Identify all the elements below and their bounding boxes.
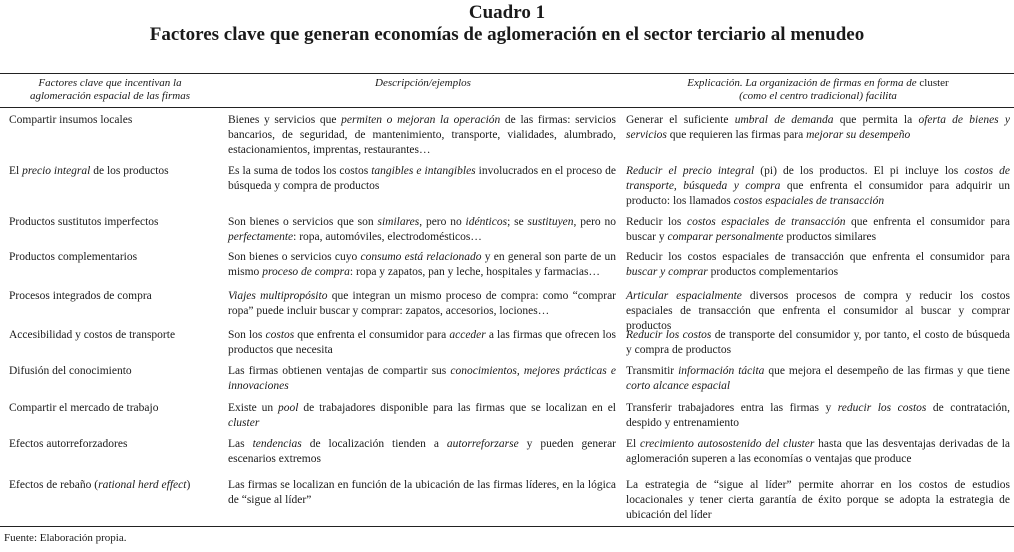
row-explanation: Reducir el precio integral (pi) de los productos. El pi incluye los costos de transporte, búsqueda y compra que enfrenta el consumidor para adquirir un producto: los llamados costos espaciales de transacción [626, 165, 1011, 207]
row-factor: El precio integral de los productos [9, 165, 169, 177]
row-description: Son bienes o servicios que son similares, pero no idénticos; se sustituyen, pero no perfectamente: ropa, automóviles, electrodomésticos… [228, 216, 617, 243]
row-description: Es la suma de todos los costos tangibles e intangibles involucrados en el proceso de búsqueda y compra de productos [228, 165, 616, 192]
table-header-rule [0, 107, 1014, 108]
column-header-description: Descripción/ejemplos [375, 77, 471, 89]
row-description: Viajes multipropósito que integran un mismo proceso de compra: como “comprar ropa” puede incluir buscar y comprar: zapatos, accesorios, lociones… [228, 290, 617, 317]
row-factor: Difusión del conocimiento [9, 365, 132, 377]
row-explanation: Generar el suficiente umbral de demanda que permita la oferta de bienes y servicios que requieren las firmas para mejorar su desempeño [626, 114, 1010, 141]
row-factor: Compartir insumos locales [9, 114, 133, 126]
row-explanation: Transmitir información tácita que mejora el desempeño de las firmas y que tiene corto alcance espacial [626, 365, 1010, 392]
table-source-note: Fuente: Elaboración propia. [4, 532, 127, 544]
row-factor: Productos sustitutos imperfectos [9, 216, 159, 228]
row-factor: Compartir el mercado de trabajo [9, 402, 159, 414]
row-explanation: La estrategia de “sigue al líder” permite ahorrar en los costos de estudios locacionales y tener cierta garantía de éxito porque se adopta la estrategia de ubicación del líder [626, 479, 1010, 521]
row-factor: Efectos de rebaño (rational herd effect) [9, 479, 191, 491]
row-description: Bienes y servicios que permiten o mejoran la operación de las firmas: servicios bancarios, de seguridad, de mantenimiento, transporte, vialidades, alumbrado, estacionamientos, imprentas, restaurantes… [228, 114, 616, 156]
row-explanation: Reducir los costos de transporte del consumidor y, por tanto, el costo de búsqueda y compra de productos [626, 329, 1010, 356]
table-bottom-rule [0, 526, 1014, 527]
row-description: Son los costos que enfrenta el consumidor para acceder a las firmas que ofrecen los productos que necesita [228, 329, 616, 356]
row-factor: Efectos autorreforzadores [9, 438, 128, 450]
column-header-explanation: Explicación. La organización de firmas en forma de cluster (como el centro tradicional) facilita [687, 77, 949, 102]
table-caption-title: Factores clave que generan economías de aglomeración en el sector terciario al menudeo [149, 24, 865, 45]
table-caption-label: Cuadro 1 [468, 2, 546, 23]
row-description: Las tendencias de localización tienden a autorreforzarse y pueden generar escenarios extremos [228, 438, 617, 465]
row-factor: Procesos integrados de compra [9, 290, 152, 302]
row-explanation: Reducir los costos espaciales de transacción que enfrenta el consumidor para buscar y comprar productos complementarios [626, 251, 1010, 278]
row-explanation: Reducir los costos espaciales de transacción que enfrenta el consumidor para buscar y comparar personalmente productos similares [626, 216, 1010, 243]
row-description: Son bienes o servicios cuyo consumo está relacionado y en general son parte de un mismo proceso de compra: ropa y zapatos, pan y leche, hospitales y farmacias… [228, 251, 616, 278]
row-explanation: Transferir trabajadores entra las firmas y reducir los costos de contratación, despido y entrenamiento [626, 402, 1010, 429]
table-top-rule [0, 73, 1014, 74]
row-explanation: El crecimiento autosostenido del cluster hasta que las desventajas derivadas de la aglomeración superen a las economías o ventajas que produce [626, 438, 1010, 465]
row-factor: Accesibilidad y costos de transporte [9, 329, 176, 341]
column-header-factors: Factores clave que incentivan la aglomeración espacial de las firmas [29, 77, 191, 102]
row-explanation: Articular espacialmente diversos procesos de compra y reducir los costos espaciales de transacción que enfrenta el consumidor al buscar y comprar productos [626, 290, 1011, 332]
row-description: Existe un pool de trabajadores disponible para las firmas que se localizan en el cluster [228, 402, 616, 429]
row-description: Las firmas obtienen ventajas de compartir sus conocimientos, mejores prácticas e innovaciones [228, 365, 616, 392]
row-description: Las firmas se localizan en función de la ubicación de las firmas líderes, en la lógica de “sigue al líder” [228, 479, 616, 506]
row-factor: Productos complementarios [9, 251, 138, 263]
